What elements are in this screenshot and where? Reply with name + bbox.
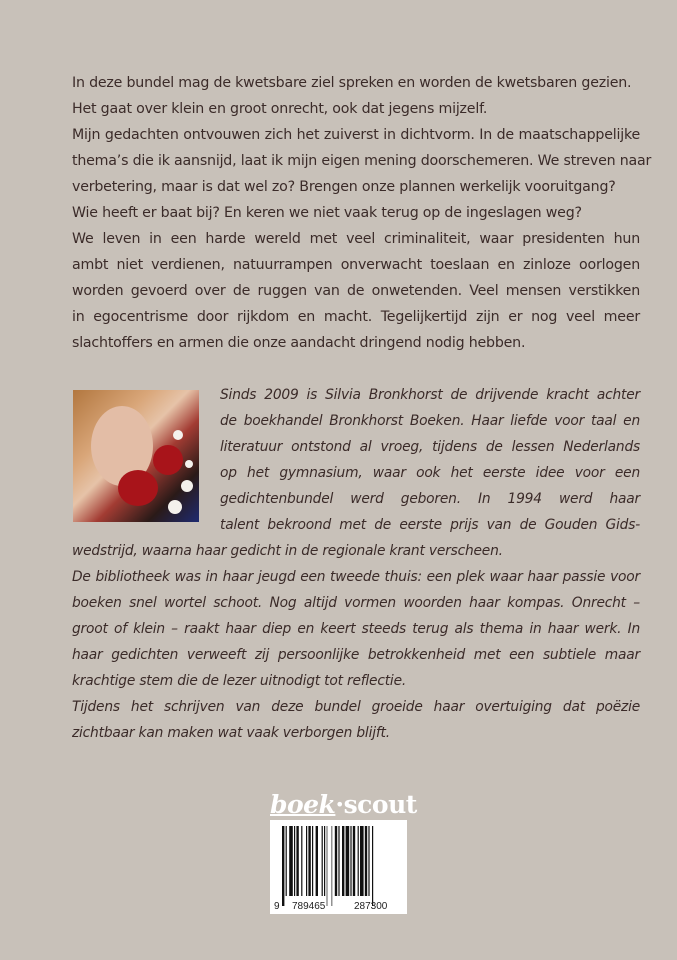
- logo-part-boek: boek: [270, 790, 336, 819]
- barcode-bar: [326, 826, 327, 906]
- barcode-bar: [342, 826, 344, 896]
- barcode-bar: [353, 826, 355, 896]
- barcode-bar: [316, 826, 318, 896]
- barcode-bar: [296, 826, 298, 896]
- intro-line: ambt niet verdienen, natuurrampen onverwacht toeslaan en zinloze oorlogen: [72, 257, 640, 273]
- logo-part-scout: scout: [343, 790, 417, 819]
- intro-line: Wie heeft er baat bij? En keren we niet vaak terug op de ingeslagen weg?: [72, 205, 582, 221]
- barcode-bar: [331, 826, 332, 906]
- barcode-bar: [360, 826, 364, 896]
- bio-line: Sinds 2009 is Silvia Bronkhorst de drijvende kracht achter: [220, 387, 640, 403]
- barcode-bar: [294, 826, 295, 896]
- intro-line: worden gevoerd over de ruggen van de onwetenden. Veel mensen verstikken: [72, 283, 640, 299]
- barcode-digits-right: 287300: [354, 901, 388, 912]
- author-photo: [73, 390, 199, 522]
- publisher-logo: [270, 790, 417, 819]
- logo-dot: ·: [335, 790, 344, 819]
- barcode-bar: [324, 826, 325, 896]
- intro-line: thema’s die ik aansnijd, laat ik mijn eigen mening doorschemeren. We streven naar: [72, 153, 652, 169]
- barcode-bar: [306, 826, 307, 896]
- barcode-bar: [338, 826, 339, 896]
- bio-line: krachtige stem die de lezer uitnodigt tot reflectie.: [72, 673, 407, 689]
- barcode-bar: [350, 826, 351, 896]
- barcode-digit-first: 9: [274, 901, 280, 912]
- intro-line: Mijn gedachten ontvouwen zich het zuiverst in dichtvorm. In de maatschappelijke: [72, 127, 640, 143]
- bio-line: Tijdens het schrijven van deze bundel groeide haar overtuiging dat poëzie: [72, 699, 640, 715]
- isbn-barcode: [270, 820, 407, 914]
- barcode-digits-left: 789465: [292, 901, 326, 912]
- barcode-bar: [368, 826, 369, 896]
- barcode-bar: [301, 826, 302, 896]
- barcode-bar: [335, 826, 337, 896]
- bio-line: de boekhandel Bronkhorst Boeken. Haar liefde voor taal en: [220, 413, 640, 429]
- intro-line: In deze bundel mag de kwetsbare ziel spreken en worden de kwetsbaren gezien.: [72, 75, 632, 91]
- barcode-bar: [312, 826, 313, 896]
- barcode-bars: [282, 826, 400, 906]
- bio-line: talent bekroond met de eerste prijs van de Gouden Gids-: [220, 517, 640, 533]
- barcode-bar: [322, 826, 323, 896]
- barcode-bar: [372, 826, 373, 906]
- barcode-bar: [286, 826, 287, 896]
- bio-line: zichtbaar kan maken wat vaak verborgen blijft.: [72, 725, 390, 741]
- bio-line: groot of klein – raakt haar diep en keert steeds terug als thema in haar werk. In: [72, 621, 640, 637]
- intro-line: in egocentrisme door rijkdom en macht. Tegelijkertijd zijn er nog veel meer: [72, 309, 640, 325]
- intro-line: We leven in een harde wereld met veel criminaliteit, waar presidenten hun: [72, 231, 640, 247]
- intro-line: verbetering, maar is dat wel zo? Brengen onze plannen werkelijk vooruitgang?: [72, 179, 616, 195]
- bio-line: haar gedichten verweeft zij persoonlijke betrokkenheid met een subtiele maar: [72, 647, 640, 663]
- bio-line: gedichtenbundel werd geboren. In 1994 werd haar: [220, 491, 640, 507]
- intro-line: slachtoffers en armen die onze aandacht dringend nodig hebben.: [72, 335, 526, 351]
- barcode-bar: [289, 826, 293, 896]
- barcode-bar: [365, 826, 367, 896]
- bio-line: De bibliotheek was in haar jeugd een tweede thuis: een plek waar haar passie voor: [72, 569, 640, 585]
- bio-line: boeken snel wortel schoot. Nog altijd vormen woorden haar kompas. Onrecht –: [72, 595, 640, 611]
- bio-line: op het gymnasium, waar ook het eerste idee voor een: [220, 465, 640, 481]
- intro-line: Het gaat over klein en groot onrecht, ook dat jegens mijzelf.: [72, 101, 488, 117]
- barcode-bar: [308, 826, 310, 896]
- bio-line: wedstrijd, waarna haar gedicht in de regionale krant verscheen.: [72, 543, 503, 559]
- barcode-bar: [358, 826, 359, 896]
- barcode-bar: [282, 826, 284, 906]
- bio-line: literatuur ontstond al vroeg, tijdens de lessen Nederlands: [220, 439, 640, 455]
- barcode-bar: [346, 826, 350, 896]
